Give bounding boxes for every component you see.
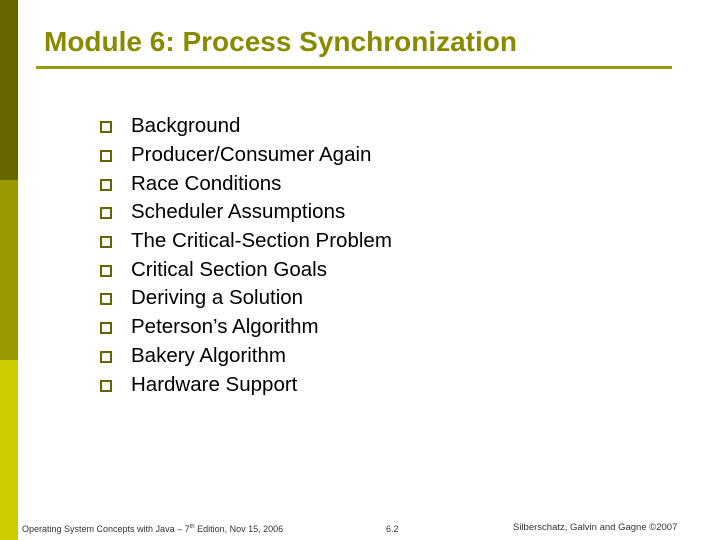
list-item xyxy=(100,342,392,371)
square-bullet-icon xyxy=(100,207,112,219)
list-item xyxy=(100,370,392,399)
page-number: 6.2 xyxy=(386,524,399,534)
list-item xyxy=(100,313,392,342)
list-item xyxy=(100,284,392,313)
footer-book-sup: th xyxy=(189,524,195,530)
bullet-list xyxy=(100,112,392,399)
side-bar-top xyxy=(0,0,18,180)
bullet-text: Deriving a Solution xyxy=(131,286,304,310)
side-bar-bottom xyxy=(0,360,18,540)
bullet-text: Background xyxy=(131,114,241,138)
footer-copyright: Silberschatz, Galvin and Gagne ©2007 xyxy=(513,522,678,533)
footer-book-suffix: Edition, Nov 15, 2006 xyxy=(194,524,284,534)
bullet-text: Critical Section Goals xyxy=(131,257,327,281)
bullet-text: Bakery Algorithm xyxy=(131,343,286,367)
list-item xyxy=(100,198,392,227)
bullet-text: Hardware Support xyxy=(131,372,298,396)
title-underline xyxy=(36,66,672,69)
square-bullet-icon xyxy=(100,293,112,305)
square-bullet-icon xyxy=(100,179,112,191)
list-item xyxy=(100,169,392,198)
square-bullet-icon xyxy=(100,322,112,334)
list-item xyxy=(100,255,392,284)
footer-book-info xyxy=(22,524,283,534)
square-bullet-icon xyxy=(100,351,112,363)
bullet-text: Producer/Consumer Again xyxy=(131,143,372,167)
footer-book-prefix: Operating System Concepts with Java – 7 xyxy=(22,524,190,534)
list-item xyxy=(100,112,392,141)
square-bullet-icon xyxy=(100,150,112,162)
list-item xyxy=(100,141,392,170)
side-bar-middle xyxy=(0,180,18,360)
square-bullet-icon xyxy=(100,380,112,392)
bullet-text: Scheduler Assumptions xyxy=(131,200,346,224)
bullet-text: The Critical-Section Problem xyxy=(131,229,392,253)
square-bullet-icon xyxy=(100,265,112,277)
list-item xyxy=(100,227,392,256)
square-bullet-icon xyxy=(100,236,112,248)
square-bullet-icon xyxy=(100,121,112,133)
bullet-text: Peterson’s Algorithm xyxy=(131,315,319,339)
bullet-text: Race Conditions xyxy=(131,171,282,195)
slide-title: Module 6: Process Synchronization xyxy=(44,26,517,57)
